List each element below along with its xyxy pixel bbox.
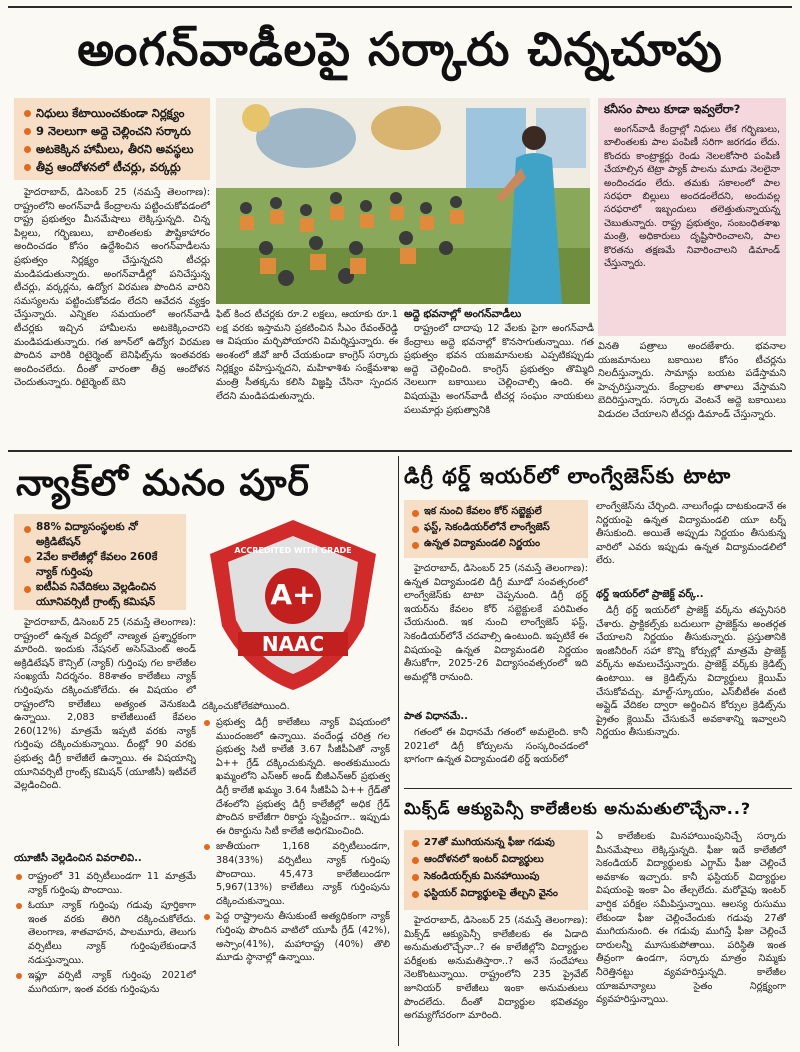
degree-headline: డిగ్రీ థర్డ్ ఇయర్‌లో లాంగ్వేజెస్‌కు టాటా: [404, 464, 732, 488]
degree-bullets-box: [404, 500, 588, 558]
top-bullet: తీవ్ర ఆందోళనలో టీచర్లు, వర్కర్లు: [36, 158, 202, 176]
top-col3-text: రాష్ట్రంలో దాదాపు 12 వేలకు పైగా అంగన్‌వాడీ కేంద్రాలు అద్దె భవనాల్లో కొనసాగుతున్నాయి. గత ప్రభుత్వం భవన యజమానులకు ఎప్పటికప్పుడు అద్దె చెల్లించింది. కాంగ్రెస్ ప్రభుత్వం తొమ్మిది నెలలుగా బకాయిలు చెల్లించాల్సి ఉంది. ఈ విషయమై అంగన్‌వాడీ టీచర్ల సంఘం నాయకులు పలుమార్లు ప్రభుత్వానికి: [404, 323, 594, 416]
side-box-milk: [598, 98, 786, 336]
naac-col2-list: [202, 716, 390, 1046]
top-bullet: నిధులు కేటాయించకుండా నిర్లక్ష్యం: [36, 104, 202, 122]
naac-headline: న్యాక్‌లో మనం పూర్: [16, 463, 310, 504]
degree-bullet: ఫస్ట్, సెకండియర్‌లోనే లాంగ్వేజెస్: [424, 520, 582, 536]
degree-project-subhead: థర్డ్ ఇయర్‌లో ప్రాజెక్ట్ వర్క్..: [596, 589, 704, 600]
degree-bullet: ఉన్నత విద్యామండలి నిర్ణయం: [424, 536, 582, 552]
top-rule: [8, 6, 792, 8]
naac-bullet: 2వేల కాలేజీల్లో కేవలం 260కే న్యాక్ గుర్తింపు: [36, 550, 178, 580]
naac-ugc-point: ఇఫ్లూ వర్సిటీ న్యాక్ గుర్తింపు 2021లో ముగియగా, ఇంత వరకు గుర్తింపును: [28, 970, 196, 995]
top-col1-text: హైదరాబాద్, డిసెంబర్ 25 (నమస్తే తెలంగాణ): రాష్ట్రంలోని అంగన్‌వాడీ కేంద్రాలను పట్టించుకోవడంలో రాష్ట్ర ప్రభుత్వం మీనమేషాలు లెక్కిస్తున్నది. చిన్న పిల్లలు, గర్భిణులు, బాలింతలకు పౌష్టికాహారం అందించడం కోసం ఉద్దేశించిన అంగన్‌వాడీలను ప్రభుత్వం నిర్లక్ష్యం చేస్తున్నదని టీచర్లు మండిపడుతున్నారు. అంగన్‌వాడీల్లో పనిచేస్తున్న టీచర్లు, వర్కర్లను, ఉద్యోగ విరమణ పొందిన వారిని సమస్యలను పట్టించుకోవడం లేదని ఆవేదన వ్యక్తం చేస్తున్నారు. ఎన్నికల సమయంలో అంగన్‌వాడీ టీచర్లకు ఇచ్చిన హామీలను అటకెక్కించారని మండిపడుతున్నారు. గత జూన్‌లో ఉద్యోగ విరమణ పొందిన వారికి రిటైర్మెంట్ బెనిఫిట్స్‌ను ఇంతవరకు అందించలేదు. దీంతో వారంతా తీవ్ర ఆందోళన చెందుతున్నారు. రిటైర్మెంట్ బెని: [14, 187, 210, 389]
naac-badge-name: NAAC: [238, 632, 348, 656]
top-headline: అంగన్‌వాడీలపై సర్కారు చిన్నచూపు: [77, 22, 723, 76]
top-bullet: అటకెక్కిన హామీలు, తీరని అవస్థలు: [36, 140, 202, 158]
naac-bullets-box: [14, 514, 186, 610]
degree-col1b-text: గతంలో ఈ విధానమే గతంలో అమలైంది. కానీ 2021లో డిగ్రీ కోర్సులను సంస్కరించడంలో భాగంగా ఉన్నత విద్యామండలి థర్డ్ ఇయర్‌లో: [404, 727, 588, 766]
side-box-text: అంగన్‌వాడీ కేంద్రాల్లో నిధులు లేక గర్భిణులు, బాలింతలకు పాల పంపిణీ సరిగా జరగడం లేదు. కొందరు కాంట్రాక్టర్లు రెండు నెలలకోసారి పంపిణీ చేయాల్సిన టెట్రా ప్యాక్ పాలను మూడు నెలలైనా అందించడం లేదు. తమకు సకాలంలో పాల సరఫరా బిల్లులు అందడంలేదని, అందువల్ల సరఫరాలో ఇబ్బందులు తలెత్తుతున్నాయన్న చెబుతున్నారు. రాష్ట్ర ప్రభుత్వం, సంబంధితశాఖ మంత్రి, అధికారులు దృష్టిసారించాలని, పాల కొరతను తక్షణమే నివారించాలని డిమాండ్ చేస్తున్నారు.: [604, 124, 780, 270]
naac-badge-top: ACCREDITED WITH GRADE: [234, 546, 352, 555]
naac-ugc-point: రాష్ట్రంలో 31 వర్సిటీలుండగా 11 మాత్రమే న్యాక్ గుర్తింపు పొందాయి.: [28, 871, 196, 896]
top-bullet: 9 నెలలుగా అద్దె చెల్లించని సర్కారు: [36, 122, 202, 140]
naac-col2-point: ప్రభుత్వ డిగ్రీ కాలేజీలు న్యాక్ విషయంలో ముందంజలో ఉన్నాయి. వందేండ్ల చరిత్ర గల ప్రభుత్వ సిటీ కాలేజీ 3.67 సీజీపీఏతో న్యాక్ ఏ++ గ్రేడ్ దక్కించుకున్నది. అంతకుముందు ఖమ్మంలోని ఎస్‌ఆర్ అండ్ బీజీఎన్‌ఆర్ ప్రభుత్వ డిగ్రీ కాలేజీ ఖమ్మం 3.64 సీజీపీఏ ఏ++ గ్రేడ్‌తో దేశంలోని ప్రభుత్వ డిగ్రీ కాలేజీల్లో అధిక గ్రేడ్ పొందిన కాలేజీగా రికార్డు సృష్టించగా.. ఇప్పుడు ఈ రికార్డును సిటీ కాలేజీ అధిగమించింది.: [216, 717, 390, 837]
divider-h2: [404, 788, 792, 789]
degree-col1-text: హైదరాబాద్, డిసెంబర్ 25 (నమస్తే తెలంగాణ): ఉన్నత విద్యామండలి డిగ్రీ మూడో సంవత్సరంలో లాంగ్వేజెస్‌కు టాటా చెప్పనుంది. డిగ్రీ థర్డ్ ఇయర్‌ను కేవలం కోర్ సబ్జెక్టులకే పరిమితం చేయనుంది. ఇక నుంచి లాంగ్వేజెస్ ఫస్ట్, సెకండియర్‌లోనే చదవాల్సి ఉంటుంది. ఇప్పటికే ఈ విషయంపై ఉన్నత విద్యామండలి నిర్ణయం తీసుకోగా, 2025-26 విద్యాసంవత్సరంలో ఇది అమల్లోకి రానుంది.: [404, 563, 588, 683]
degree-old-subhead: పాత విధానమే..: [404, 711, 468, 722]
naac-ugc-list: [14, 870, 196, 1046]
degree-col2b-text: డిగ్రీ థర్డ్ ఇయర్‌లో ప్రాజెక్ట్ వర్క్‌ను తప్పనిసరి చేశారు. ప్రాక్టికల్స్‌కు బదులుగా ప్రాజెక్ట్‌ను అంతర్గత చేయాలని నిర్ణయం తీసుకున్నారు. ప్రస్తుతానికి ఇంజినీరింగ్ సహా కొన్ని కోర్సుల్లో మాత్రమే ప్రాజెక్ట్ వర్క్‌ను అమలుచేస్తున్నారు. ప్రాజెక్ట్ వర్క్‌కు క్రెడిట్స్ ఉంటాయి. ఆ క్రెడిట్స్‌ను విద్యార్థులు క్లెయిమ్ చేసుకోవచ్చు. మాల్ట్-స్కూయం, ఎస్‌బీటీఈ వంటి అప్లైడ్ వేదికల ద్వారా అర్జించిన కోర్సుల క్రెడిట్స్‌ను ప్రైతం క్లెయిమ్ చేసుకునే అవకాశాన్ని ఇవ్వాలని నిర్ణయం తీసుకున్నారు.: [596, 605, 786, 739]
mixed-bullet: ఆందోళనలో ఇంటర్ విద్యార్థులు: [424, 851, 582, 868]
mixed-col2-text: ఏ కాలేజీలకు మినహాయింపునిచ్చే సర్కారు మీనమేషాలు లెక్కిస్తున్నది. ఫీజు ఇదే కాలేజీలో సెకండియర్ విద్యార్థులకు ఎగ్జామ్ ఫీజు చెల్లించే అవకాశం ఇచ్చారు. కానీ ఫస్టియర్ విద్యార్థుల విషయంపై ఇంకా ఏం తేల్చలేదు. మరోవైపు ఇంటర్ వార్షిక పరీక్షల సమీపిస్తున్నాయి. ఆలస్య రుసుము లేకుండా ఫీజు చెల్లించేందుకు గడువు 27తో ముగియనుంది. ఈ గడువు ముగిస్తే ఫీజు చెల్లించే దారులన్నీ మూసుకుపోతాయి. పరిస్థితి ఇంత తీవ్రంగా ఉండగా, సర్కారు మాత్రం నిమ్మకు నీరెత్తినట్టు వ్యవహరిస్తున్నది. కాలేజీల యాజమాన్యాలు సైతం నిర్లక్ష్యంగా వ్యవహరిస్తున్నాయి.: [596, 831, 786, 1006]
naac-col2-point: పెద్ద రాష్ట్రాలను తీసుకుంటే అత్యధికంగా న్యాక్ గుర్తింపు పొందిన వాటిలో యూపీ గ్రేడ్ (42%), అస్సాం(41%), మహారాష్ట్ర (40%) తొలి మూడు స్థానాల్లో ఉన్నాయి.: [216, 911, 390, 964]
top-col4-text: వినతి పత్రాలు అందజేశారు. భవనాల యజమానులు బకాయిల కోసం టీచర్లను నిలదీస్తున్నారు. సామాన్లు బయట పడేస్తామని హెచ్చరిస్తున్నారు. కేంద్రాలకు తాళాలు వేస్తామని బెదిరిస్తున్నారు. సర్కారు వెంటనే అద్దె బకాయిలు విడుదల చేయాలని టీచర్లు డిమాండ్ చేస్తున్నారు.: [598, 341, 786, 420]
side-box-title: కనీసం పాలు కూడా ఇవ్వలేరా?: [604, 102, 741, 116]
naac-bullet: 88% విద్యాసంస్థలకు నో అక్రిడిటేషన్: [36, 520, 178, 550]
divider-v1: [398, 456, 399, 1046]
top-col2-text: ఫిట్ కింద టీచర్లకు రూ.2 లక్షలు, ఆయాకు రూ.1 లక్ష వరకు ఇస్తామని ప్రకటించిన సీఎం రేవంత్‌రెడ్డి ఆ విషయం మర్చిపోయారని విమర్శిస్తున్నారు. ఈ అంశంలో జీవో జారీ చేయకుండా కాంగ్రెస్ సర్కారు నిర్లక్ష్యం వహిస్తున్నదని, మహిళాశిశు సంక్షేమశాఖ మంత్రి సీతక్కను కలిసి విజ్ఞప్తి చేసినా స్పందన లేదని మండిపడుతున్నారు.: [216, 309, 398, 402]
divider-h1: [8, 450, 792, 452]
degree-bullet: ఇక నుంచి కేవలం కోర్ సబ్జెక్టులే: [424, 504, 582, 520]
mixed-bullets-box: [404, 830, 588, 910]
naac-badge-grade: A+: [270, 578, 316, 611]
top-bullets-box: [14, 98, 210, 180]
mixed-bullet: 27తో ముగియనున్న ఫీజు గడువు: [424, 834, 582, 851]
degree-col2-text: లాంగ్వేజెస్‌ను చేర్చింది. నాలుగేండ్లు దాటకుండానే ఈ నిర్ణయంపై ఉన్నత విద్యామండలి యూ టర్న్ తీసుకుంది. అయితే అప్పుడు నిర్ణయం తీసుకున్న వారిలో ఎవరు ఇప్పుడు ఉన్నత విద్యామండలిలో లేరు.: [596, 501, 786, 567]
naac-ugc-point: ఓయూ న్యాక్ గుర్తింపు గడువు పూర్తికాగా ఇంత వరకు తిరిగి దక్కించుకోలేదు. తెలంగాణ, శాతవాహన, పాలమూరు, తెలుగు వర్సిటీలు న్యాక్ గుర్తింపులేకుండానే నడుస్తున్నాయి.: [28, 900, 196, 966]
anganwadi-photo: [216, 98, 590, 304]
top-rent-subhead: అద్దె భవనాల్లో అంగన్‌వాడీలు: [404, 308, 522, 320]
mixed-headline: మిక్స్‌డ్ ఆక్యుపెన్సీ కాలేజీలకు అనుమతులొచ్చేనా..?: [404, 799, 752, 818]
naac-col2-top: దక్కించుకోలేకపోయింది.: [202, 701, 290, 712]
naac-col2-point: జాతీయంగా 1,168 వర్సిటీలుండగా, 384(33%) వర్సిటీలు న్యాక్ గుర్తింపు పొందాయి. 45,473 కాలేజీలుండగా 5,967(13%) కాలేజీలు న్యాక్ గుర్తింపును దక్కించుకున్నాయి.: [216, 841, 390, 907]
mixed-col1-text: హైదరాబాద్, డిసెంబర్ 25 (నమస్తే తెలంగాణ): మిక్స్‌డ్ ఆక్యుపెన్సీ కాలేజీలకు ఈ ఏడాది అనుమతులొచ్చేనా..? ఈ కాలేజీల్లోని విద్యార్థుల పరీక్షలకు అనుమతిస్తారా..? అనే సందేహాలు నెలకొంటున్నాయి. రాష్ట్రంలోని 235 ప్రైవేట్ జూనియర్ కాలేజీలు ఇంకా అనుమతులు పొందలేదు. దీంతో విద్యార్థుల భవితవ్యం అగమ్యగోచరంగా మారింది.: [404, 915, 588, 1022]
naac-ugc-subhead: యూజీసీ వెల్లడించిన వివరాలివి..: [14, 853, 142, 864]
naac-badge: [198, 514, 388, 694]
mixed-bullet: సెకండియర్స్‌కు మినహాయింపు: [424, 868, 582, 885]
mixed-bullet: ఫస్టియర్ విద్యార్థులపై తేల్చని వైనం: [424, 885, 582, 902]
naac-col1-text: హైదరాబాద్, డిసెంబర్ 25 (నమస్తే తెలంగాణ): రాష్ట్రంలో ఉన్నత విద్యలో నాణ్యత ప్రశ్నార్థకంగా మారింది. ఇందుకు నేషనల్ అసెస్‌మెంట్ అండ్ అక్రిడిటేషన్ కౌన్సిల్ (న్యాక్) గుర్తింపు గల కాలేజీల సంఖ్యయే నిదర్శనం. 88శాతం కాలేజీలు న్యాక్ గుర్తింపును దక్కించుకోలేదు. ఈ విషయం లో రాష్ట్రంలోని కాలేజీలు అత్యంత వెనుకబడి ఉన్నాయి. 2,083 కాలేజీలుంటే కేవలం 260(12%) మాత్రమే ఇప్పటి వరకు న్యాక్ గుర్తింపు దక్కించుకున్నాయి. దీంట్లో 90 వరకు ప్రభుత్వ డిగ్రీ కాలేజీలే ఉన్నాయి. ఈ విషయాన్ని యూనివర్సిటీ గ్రాంట్స్ కమిషన్ (యూజీసీ) ఇటీవలే వెల్లడించింది.: [14, 617, 196, 792]
naac-bullet: ఐటీఏవ నివేదికలు వెల్లడించిన యూనివర్సిటీ గ్రాంట్స్ కమిషన్: [36, 580, 178, 610]
